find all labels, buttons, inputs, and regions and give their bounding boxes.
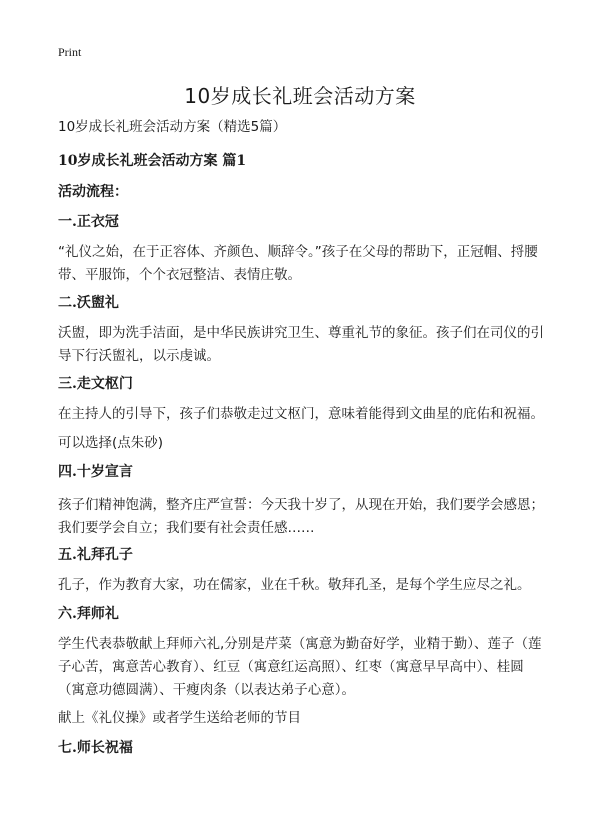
step-paragraph-4: 孩子们精神饱满，整齐庄严宣誓：今天我十岁了，从现在开始，我们要学会感恩；我们要学会自立；我们要有社会责任感…… bbox=[58, 497, 544, 536]
step-paragraph-2: 沃盥，即为洗手洁面，是中华民族讲究卫生、尊重礼节的象征。孩子们在司仪的引导下行沃盥礼，以示虔诚。 bbox=[58, 325, 544, 364]
step-paragraph-6a: 学生代表恭敬献上拜师六礼,分别是芹菜（寓意为勤奋好学，业精于勤）、莲子（莲子心苦，寓意苦心教育）、红豆（寓意红运高照）、红枣（寓意早早高中）、桂圆（寓意功德圆满）、干瘦肉条（以表达弟子心意）。 bbox=[58, 636, 542, 698]
step-heading-1: 一.正衣冠 bbox=[58, 214, 119, 230]
step-paragraph-3b: 可以选择(点朱砂) bbox=[58, 435, 164, 451]
print-label: Print bbox=[58, 45, 82, 59]
document-subtitle: 10岁成长礼班会活动方案（精选5篇） bbox=[58, 119, 287, 135]
step-paragraph-6b: 献上《礼仪操》或者学生送给老师的节目 bbox=[58, 710, 301, 726]
flow-heading: 活动流程： bbox=[58, 184, 128, 200]
step-heading-5: 五.礼拜孔子 bbox=[58, 547, 133, 563]
section-heading: 10岁成长礼班会活动方案 篇1 bbox=[58, 153, 247, 169]
step-heading-3: 三.走文枢门 bbox=[58, 376, 133, 392]
document-title: 10岁成长礼班会活动方案 bbox=[184, 84, 416, 108]
step-heading-6: 六.拜师礼 bbox=[58, 606, 119, 622]
step-heading-7: 七.师长祝福 bbox=[58, 740, 133, 756]
step-paragraph-1: “礼仪之始，在于正容体、齐颜色、顺辞令。”孩子在父母的帮助下，正冠帽、捋腰带、平服饰，个个衣冠整洁、表情庄敬。 bbox=[58, 244, 538, 283]
step-paragraph-5: 孔子，作为教育大家，功在儒家，业在千秋。敬拜孔圣，是每个学生应尽之礼。 bbox=[58, 577, 531, 593]
step-heading-4: 四.十岁宣言 bbox=[58, 464, 133, 480]
step-paragraph-3a: 在主持人的引导下，孩子们恭敬走过文枢门，意味着能得到文曲星的庇佑和祝福。 bbox=[58, 406, 544, 422]
step-heading-2: 二.沃盥礼 bbox=[58, 295, 119, 311]
